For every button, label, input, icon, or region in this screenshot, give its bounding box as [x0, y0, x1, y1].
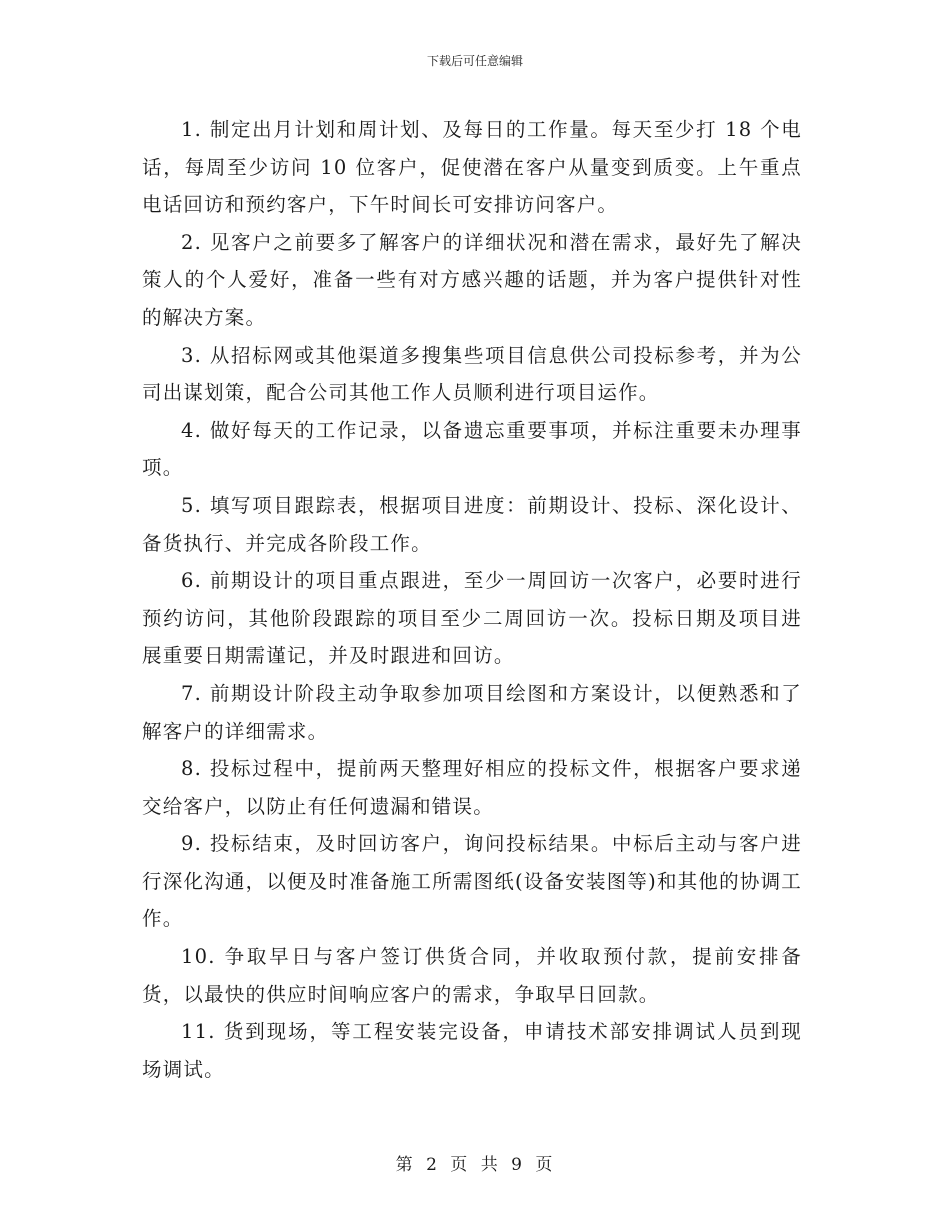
header-note: 下载后可任意编辑	[426, 54, 523, 68]
paragraph-10: 10. 争取早日与客户签订供货合同，并收取预付款，提前安排备货，以最快的供应时间响应客户的需求，争取早日回款。	[142, 945, 802, 1006]
paragraph-8: 8. 投标过程中，提前两天整理好相应的投标文件，根据客户要求递交给客户，以防止有任何遗漏和错误。	[142, 757, 802, 818]
paragraph-2: 2. 见客户之前要多了解客户的详细状况和潜在需求，最好先了解决策人的个人爱好，准备一些有对方感兴趣的话题，并为客户提供针对性的解决方案。	[142, 230, 802, 329]
paragraph-4: 4. 做好每天的工作记录，以备遗忘重要事项，并标注重要未办理事项。	[142, 418, 802, 480]
paragraph-6: 6. 前期设计的项目重点跟进，至少一周回访一次客户，必要时进行预约访问，其他阶段跟踪的项目至少二周回访一次。投标日期及项目进展重要日期需谨记，并及时跟进和回访。	[142, 569, 802, 668]
paragraph-3: 3. 从招标网或其他渠道多搜集些项目信息供公司投标参考，并为公司出谋划策，配合公司其他工作人员顺利进行项目运作。	[142, 343, 802, 405]
body-text	[142, 111, 802, 1088]
paragraph-11: 11. 货到现场，等工程安装完设备，申请技术部安排调试人员到现场调试。	[142, 1020, 802, 1081]
paragraph-1: 1. 制定出月计划和周计划、及每日的工作量。每天至少打 18 个电话，每周至少访问 10 位客户，促使潜在客户从量变到质变。上午重点电话回访和预约客户，下午时间长可安排访问客户。	[142, 118, 802, 217]
paragraph-5: 5. 填写项目跟踪表，根据项目进度：前期设计、投标、深化设计、备货执行、并完成各阶段工作。	[142, 493, 802, 555]
paragraph-9: 9. 投标结束，及时回访客户，询问投标结果。中标后主动与客户进行深化沟通，以便及时准备施工所需图纸(设备安装图等)和其他的协调工作。	[142, 832, 802, 931]
paragraph-7: 7. 前期设计阶段主动争取参加项目绘图和方案设计，以便熟悉和了解客户的详细需求。	[142, 681, 802, 743]
page-number: 第 2 页 共 9 页	[395, 1155, 555, 1175]
